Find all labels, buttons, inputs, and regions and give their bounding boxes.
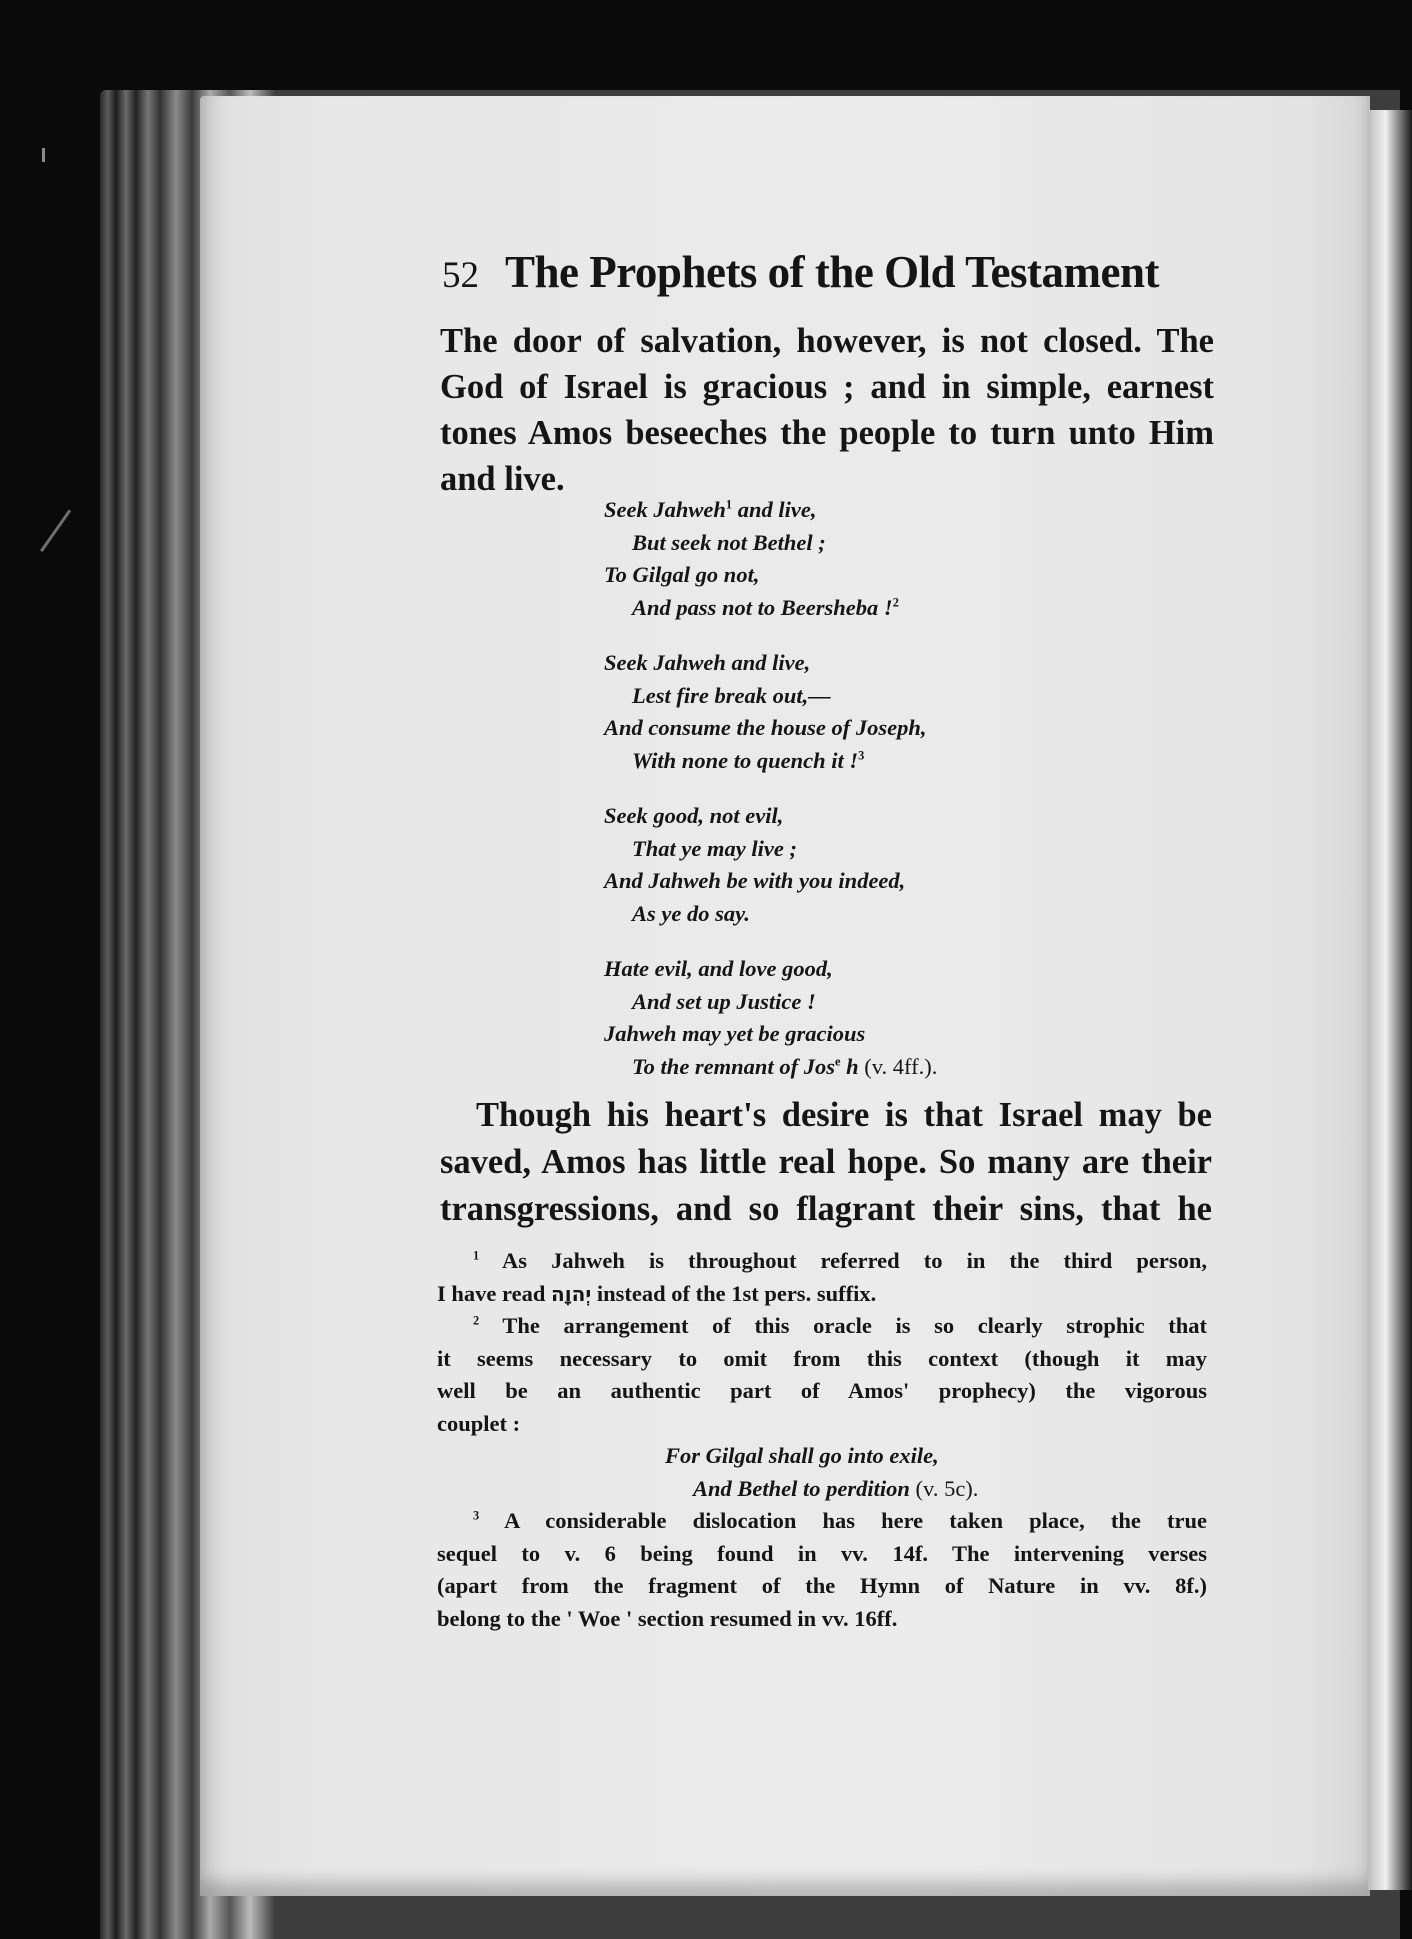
footnote-ref: 1 (725, 497, 733, 512)
intro-line-2: God of Israel is gracious ; and in simple, earnest (440, 368, 1214, 406)
continuation-line-1: Though his heart's desire is that Israel may be (476, 1096, 1212, 1134)
poem-line: As ye do say. (632, 900, 750, 926)
running-head (442, 246, 1222, 298)
poem-line: Jahweh may yet be gracious (604, 1021, 866, 1046)
poem-stanza (604, 953, 1124, 1083)
scan-speck (42, 148, 50, 162)
intro-line-3: tones Amos beseeches the people to turn unto Him (440, 414, 1214, 452)
footnote-ref: 3 (858, 748, 865, 762)
footnote-verse: For Gilgal shall go into exile, And Bethel to perdition (v. 5c). (665, 1443, 979, 1501)
poem-stanza (604, 494, 1124, 624)
poem-line: Seek Jahweh and live, (604, 650, 811, 675)
verse-reference: (v. 5c). (915, 1475, 979, 1501)
poem-line: To the remnant of Jos$^e$ h (v. 4ff.). (632, 1053, 938, 1079)
book-title: The Prophets of the Old Testament (505, 247, 1159, 297)
poem-line: Hate evil, and love good, (604, 956, 833, 981)
poem-line: And pass not to Beersheba !$^2$ (632, 594, 899, 620)
page-right-edge (1368, 110, 1412, 1890)
poem-stanza (604, 800, 1124, 930)
footnote-3: $^3$ A considerable dislocation has here taken place, the true sequel to v. 6 being found in vv. 14f. The intervening verses (apart from the fragment of the Hymn of Nature in vv. 8f.) belong to the ' Woe ' section resumed in vv. 16ff. (437, 1508, 1207, 1631)
poem-line: And consume the house of Joseph, (604, 715, 927, 740)
footnote-text: As Jahweh is throughout referred to in the third person, (502, 1248, 1207, 1273)
poem-line: That ye may live ; (632, 835, 797, 861)
poem-line: But seek not Bethel ; (632, 529, 826, 555)
intro-line-4: and live. (440, 460, 565, 498)
poem-line: And Jahweh be with you indeed, (604, 868, 906, 893)
poem-stanza (604, 647, 1124, 777)
page-number: 52 (442, 255, 479, 296)
poem-line: Seek good, not evil, (604, 803, 784, 828)
poem-line: With none to quench it !$^3$ (632, 747, 865, 773)
footnote-1: $^1$ As Jahweh is throughout referred to in the third person, I have read יְהוָה instead of the 1st pers. suffix. (437, 1248, 1207, 1306)
poem-line: And set up Justice ! (632, 988, 816, 1014)
verse-reference: (v. 4ff.). (864, 1053, 938, 1079)
footnote-mark: 1 (473, 1248, 480, 1263)
poem-line: Seek Jahweh$^1$ and live, (604, 497, 817, 522)
footnote-ref: 2 (892, 595, 899, 609)
footnote-mark: 3 (473, 1508, 480, 1523)
poem-line: To Gilgal go not, (604, 562, 760, 587)
continuation-line-3: transgressions, and so flagrant their sins, that he (440, 1190, 1212, 1228)
hebrew-word: יְהוָה (550, 1281, 592, 1306)
footnote-ref: e (834, 1054, 841, 1068)
poem-line: Lest fire break out,— (632, 682, 831, 708)
poem (604, 494, 1124, 1106)
footnote-mark: 2 (473, 1313, 480, 1328)
intro-line-1: The door of salvation, however, is not closed. The (440, 322, 1214, 360)
continuation-line-2: saved, Amos has little real hope. So many are their (440, 1143, 1212, 1181)
footnotes (437, 1245, 1207, 1635)
footnote-2: $^2$ The arrangement of this oracle is so clearly strophic that it seems necessary to omit from this context (though it may well be an authentic part of Amos' prophecy) the vigorous couplet : For Gilgal shall go into exile, And Bethel to perdition (v. 5c). (437, 1310, 1207, 1505)
